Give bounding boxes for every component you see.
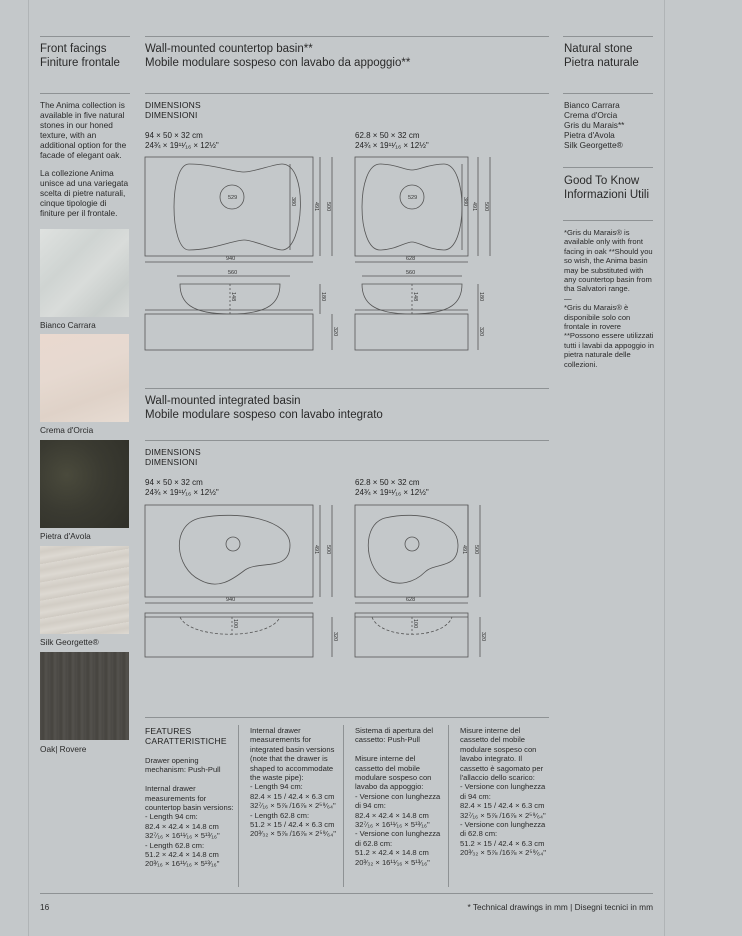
label-en: DIMENSIONS	[145, 100, 201, 110]
swatch-pietra-avola	[40, 440, 129, 528]
dim-491: 491	[471, 202, 477, 212]
rule	[145, 440, 549, 441]
dim-320: 320	[478, 327, 484, 337]
size-in: 24¾ × 19¹¹⁄₁₆ × 12½"	[355, 488, 429, 497]
dim-529: 529	[408, 195, 418, 201]
dim-380: 380	[290, 197, 296, 207]
title-it: Mobile modulare sospeso con lavabo integrato	[145, 409, 383, 421]
page-margin-line-right	[664, 0, 665, 936]
rule	[563, 220, 653, 221]
drawing-countertop-94	[140, 152, 340, 352]
dim-628: 628	[406, 597, 416, 603]
swatch-oak	[40, 652, 129, 740]
cabinet-front	[355, 613, 468, 657]
good-to-know-title	[564, 174, 649, 202]
swatch-label: Bianco Carrara	[40, 320, 96, 330]
features-col-4: Misure interne del cassetto del mobile modulare sospeso con lavabo integrato. Il cassetto è sagomato per l'allaccio dello scarico: - Versione con lunghezza di 94 cm: 82.4 × 15 / 42.4 × 6.3 cm 32⁷⁄₁₆ × 5⅞ /16⅞ × 2⁵⁹⁄₆₄" - Versione con lunghezza di 62.8 cm: 51.2 × 15 / 42.4 × 6.3 cm 20³⁄₃₂ × 5⅞ /16⅞ × 2⁵⁹⁄₆₄"	[460, 726, 546, 858]
dim-500: 500	[325, 202, 331, 212]
title-it: Finiture frontale	[40, 57, 120, 69]
section1-title	[145, 42, 410, 70]
size-a	[145, 478, 219, 498]
page-margin-line-left	[28, 0, 29, 936]
drain-circle	[226, 537, 240, 551]
title-en: Wall-mounted integrated basin	[145, 395, 301, 407]
dim-491: 491	[461, 545, 467, 555]
drain-circle	[405, 537, 419, 551]
drawing-integrated-628	[350, 500, 550, 660]
swatch-label: Pietra d'Avola	[40, 531, 91, 541]
dim-491: 491	[313, 202, 319, 212]
rule	[563, 36, 653, 37]
footer-rule	[40, 893, 653, 894]
swatch-label: Oak| Rovere	[40, 744, 87, 754]
cabinet-top-outline	[355, 157, 468, 256]
features-col-1: Drawer opening mechanism: Push-Pull Internal drawer measurements for countertop basin versions: - Length 94 cm: 82.4 × 42.4 × 14.8 cm 32⁷⁄₁₆ × 16¹¹⁄₁₆ × 5¹³⁄₁₆" - Length 62.8 cm: 51.2 × 42.4 × 14.8 cm 20³⁄₁₆ × 16¹¹⁄₁₆ × 5¹³⁄₁₆"	[145, 756, 234, 869]
stone-item: Pietra d'Avola	[564, 130, 615, 140]
swatch-label: Silk Georgette®	[40, 637, 99, 647]
stone-item: Silk Georgette®	[564, 140, 623, 150]
cabinet-front	[355, 314, 468, 350]
title-en: Natural stone	[564, 43, 633, 55]
dim-560: 560	[228, 270, 238, 276]
heading-it: CARATTERISTICHE	[145, 736, 227, 746]
dim-180: 180	[478, 292, 484, 302]
dim-100: 100	[412, 619, 418, 629]
rule	[145, 388, 549, 389]
rule	[145, 36, 549, 37]
dim-940: 940	[226, 256, 236, 262]
note-it: *Gris du Marais® è disponibile solo con frontale in rovere **Possono essere utilizzati tutti i lavabi da appoggio in pietra naturale delle collezioni.	[564, 303, 654, 369]
label-it: DIMENSIONI	[145, 110, 198, 120]
rule	[563, 93, 653, 94]
dimensions-label	[145, 100, 201, 120]
cabinet-front	[145, 613, 313, 657]
good-to-know-notes	[564, 228, 654, 369]
title-it: Informazioni Utili	[564, 189, 649, 201]
dim-148: 148	[412, 292, 418, 302]
features-col-2: Internal drawer measurements for integrated basin versions (note that the drawer is shaped to accommodate the waste pipe): - Length 94 cm: 82.4 × 15 / 42.4 × 6.3 cm 32⁷⁄₁₆ × 5⅞ /16⅞ × 2⁵⁹⁄₆₄" - Length 62.8 cm: 51.2 × 15 / 42.4 × 6.3 cm 20³⁄₃₂ × 5⅞ /16⅞ × 2⁵⁹⁄₆₄"	[250, 726, 336, 839]
swatch-silk-georgette	[40, 546, 129, 634]
size-b	[355, 478, 429, 498]
drawing-integrated-94	[140, 500, 340, 660]
size-in: 24¾ × 19¹¹⁄₁₆ × 12½"	[355, 141, 429, 150]
size-b	[355, 131, 429, 151]
page-number: 16	[40, 902, 50, 912]
size-cm: 62.8 × 50 × 32 cm	[355, 131, 420, 140]
label-it: DIMENSIONI	[145, 457, 198, 467]
swatch-crema-orcia	[40, 334, 129, 422]
rule	[563, 167, 653, 168]
front-facings-description	[40, 100, 132, 218]
dim-560: 560	[406, 270, 416, 276]
dim-500: 500	[473, 545, 479, 555]
basin-outline	[174, 164, 300, 250]
cabinet-front	[145, 314, 313, 350]
cabinet-top-outline	[145, 157, 313, 256]
front-facings-title	[40, 42, 120, 70]
dim-320: 320	[332, 632, 338, 642]
dim-500: 500	[325, 545, 331, 555]
column-divider	[343, 725, 344, 887]
size-a	[145, 131, 219, 151]
cabinet-top-outline	[145, 505, 313, 597]
footer-note: * Technical drawings in mm | Disegni tecnici in mm	[467, 902, 653, 912]
features-heading	[145, 726, 227, 746]
basin-outline	[179, 515, 290, 584]
stone-item: Gris du Marais**	[564, 120, 625, 130]
note-en: *Gris du Marais® is available only with front facing in oak **Should you so wish, the Anima basin may be substituted with any countertop basin from tha Salvatori range.	[564, 228, 653, 294]
rule	[145, 717, 549, 718]
dimensions-label	[145, 447, 201, 467]
hidden-basin	[180, 617, 280, 634]
dim-628: 628	[406, 256, 416, 262]
dim-491: 491	[313, 545, 319, 555]
dim-180: 180	[320, 292, 326, 302]
dim-529: 529	[228, 195, 238, 201]
basin-outline	[368, 515, 458, 583]
dim-100: 100	[232, 619, 238, 629]
drawing-countertop-628	[350, 152, 550, 352]
size-in: 24¾ × 19¹¹⁄₁₆ × 12½"	[145, 141, 219, 150]
swatch-bianco-carrara	[40, 229, 129, 317]
rule	[40, 36, 130, 37]
title-en: Wall-mounted countertop basin**	[145, 43, 313, 55]
features-col-3: Sistema di apertura del cassetto: Push-Pull Misure interne del cassetto del mobile modulare sospeso con lavabo da appoggio: - Versione con lunghezza di 94 cm: 82.4 × 42.4 × 14.8 cm 32⁷⁄₁₆ × 16¹¹⁄₁₆ × 5¹³⁄₁₆" - Versione con lunghezza di 62.8 cm: 51.2 × 42.4 × 14.8 cm 20³⁄₃₂ × 16¹¹⁄₁₆ × 5¹³⁄₁₆"	[355, 726, 441, 867]
stone-item: Crema d'Orcia	[564, 110, 618, 120]
label-en: DIMENSIONS	[145, 447, 201, 457]
dim-380: 380	[462, 197, 468, 207]
size-in: 24¾ × 19¹¹⁄₁₆ × 12½"	[145, 488, 219, 497]
desc-en: The Anima collection is available in five natural stones in our honed texture, with an additional option for the facade of elegant oak.	[40, 100, 127, 160]
basin-outline	[362, 164, 462, 250]
dim-500: 500	[483, 202, 489, 212]
separator-dash: —	[564, 293, 572, 303]
title-it: Pietra naturale	[564, 57, 639, 69]
natural-stone-title	[564, 42, 639, 70]
rule	[40, 93, 130, 94]
size-cm: 62.8 × 50 × 32 cm	[355, 478, 420, 487]
rule	[145, 93, 549, 94]
section2-title	[145, 394, 383, 422]
title-en: Front facings	[40, 43, 107, 55]
column-divider	[448, 725, 449, 887]
dim-320: 320	[480, 632, 486, 642]
title-it: Mobile modulare sospeso con lavabo da appoggio**	[145, 57, 411, 69]
desc-it: La collezione Anima unisce ad una variegata scelta di pietre naturali, cinque tipologie di finiture per il frontale.	[40, 168, 129, 218]
heading-en: FEATURES	[145, 726, 192, 736]
dim-940: 940	[226, 597, 236, 603]
size-cm: 94 × 50 × 32 cm	[145, 131, 203, 140]
dim-320: 320	[332, 327, 338, 337]
title-en: Good To Know	[564, 175, 640, 187]
swatch-label: Crema d'Orcia	[40, 425, 94, 435]
stone-item: Bianco Carrara	[564, 100, 620, 110]
column-divider	[238, 725, 239, 887]
size-cm: 94 × 50 × 32 cm	[145, 478, 203, 487]
stone-list	[564, 100, 624, 150]
dim-148: 148	[230, 292, 236, 302]
